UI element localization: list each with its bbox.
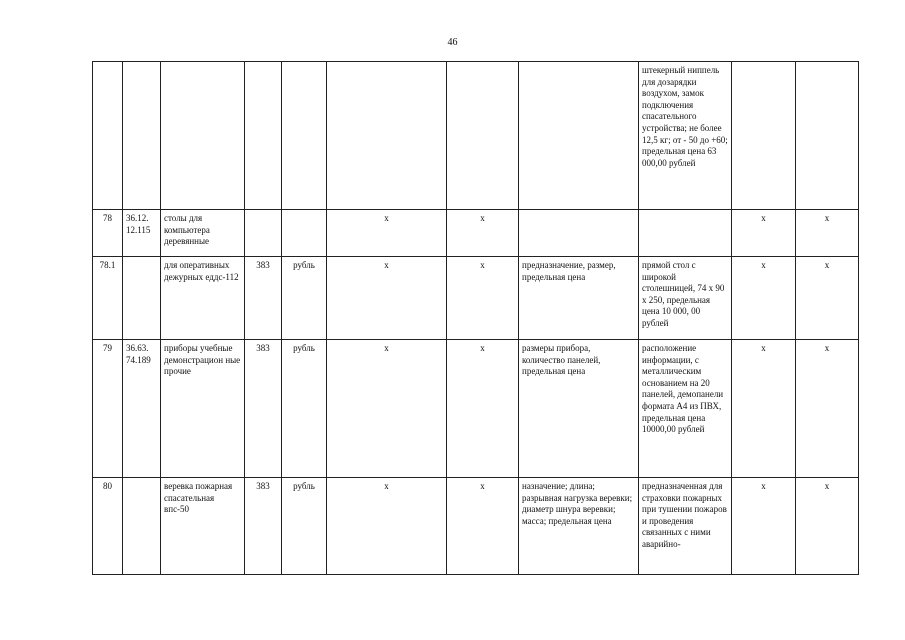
unit-code: [245, 62, 282, 210]
row-number: 78: [93, 210, 123, 257]
page-number: 46: [447, 37, 458, 48]
unit-name: [282, 62, 327, 210]
okpd-code: 36.63. 74.189: [123, 340, 161, 478]
cell-mark: x: [796, 478, 859, 575]
okpd-code: [123, 478, 161, 575]
row-number: 78.1: [93, 257, 123, 340]
unit-name: рубль: [282, 478, 327, 575]
item-name: [161, 62, 245, 210]
row-number: [93, 62, 123, 210]
unit-name: рубль: [282, 340, 327, 478]
unit-name: [282, 210, 327, 257]
cell-mark: x: [327, 257, 447, 340]
row-number: 80: [93, 478, 123, 575]
cell-mark: x: [447, 340, 519, 478]
cell-mark: x: [732, 257, 796, 340]
cell-mark: [327, 62, 447, 210]
cell-mark: x: [796, 340, 859, 478]
characteristic: размеры прибора, количество панелей, предельная цена: [519, 340, 639, 478]
table-row: [93, 257, 859, 340]
characteristic-value: предназначенная для страховки пожарных при тушении пожаров и проведения связанных с ними аварийно-: [639, 478, 732, 575]
item-name: столы для компьютера деревянные: [161, 210, 245, 257]
procurement-table: [92, 61, 859, 575]
cell-mark: x: [447, 257, 519, 340]
item-name: веревка пожарная спасательная впс-50: [161, 478, 245, 575]
okpd-code: 36.12. 12.115: [123, 210, 161, 257]
unit-code: 383: [245, 478, 282, 575]
cell-mark: x: [447, 478, 519, 575]
cell-mark: x: [447, 210, 519, 257]
item-name: приборы учебные демонстрацион ные прочие: [161, 340, 245, 478]
characteristic-value: прямой стол с широкой столешницей, 74 x 90 x 250, предельная цена 10 000, 00 рублей: [639, 257, 732, 340]
characteristic-value: расположение информации, с металлическим основанием на 20 панелей, демопанели формата А4 из ПВХ, предельная цена 10000,00 рублей: [639, 340, 732, 478]
cell-mark: [796, 62, 859, 210]
cell-mark: x: [327, 340, 447, 478]
table-row: [93, 210, 859, 257]
cell-mark: x: [732, 478, 796, 575]
unit-code: 383: [245, 340, 282, 478]
cell-mark: [732, 62, 796, 210]
table-row: [93, 340, 859, 478]
characteristic: предназначение, размер, предельная цена: [519, 257, 639, 340]
characteristic: [519, 62, 639, 210]
cell-mark: x: [327, 210, 447, 257]
cell-mark: x: [796, 257, 859, 340]
unit-code: 383: [245, 257, 282, 340]
table-row: [93, 62, 859, 210]
cell-mark: x: [796, 210, 859, 257]
characteristic-value: штекерный ниппель для дозарядки воздухом, замок подключения спасательного устройства; не более 12,5 кг; от - 50 до +60; предельная цена 63 000,00 рублей: [639, 62, 732, 210]
characteristic: [519, 210, 639, 257]
okpd-code: [123, 62, 161, 210]
unit-code: [245, 210, 282, 257]
cell-mark: x: [732, 340, 796, 478]
item-name: для оперативных дежурных еддс-112: [161, 257, 245, 340]
characteristic: назначение; длина; разрывная нагрузка веревки; диаметр шнура веревки; масса; предельная цена: [519, 478, 639, 575]
table-row: [93, 478, 859, 575]
cell-mark: x: [732, 210, 796, 257]
row-number: 79: [93, 340, 123, 478]
cell-mark: x: [327, 478, 447, 575]
characteristic-value: [639, 210, 732, 257]
cell-mark: [447, 62, 519, 210]
okpd-code: [123, 257, 161, 340]
unit-name: рубль: [282, 257, 327, 340]
